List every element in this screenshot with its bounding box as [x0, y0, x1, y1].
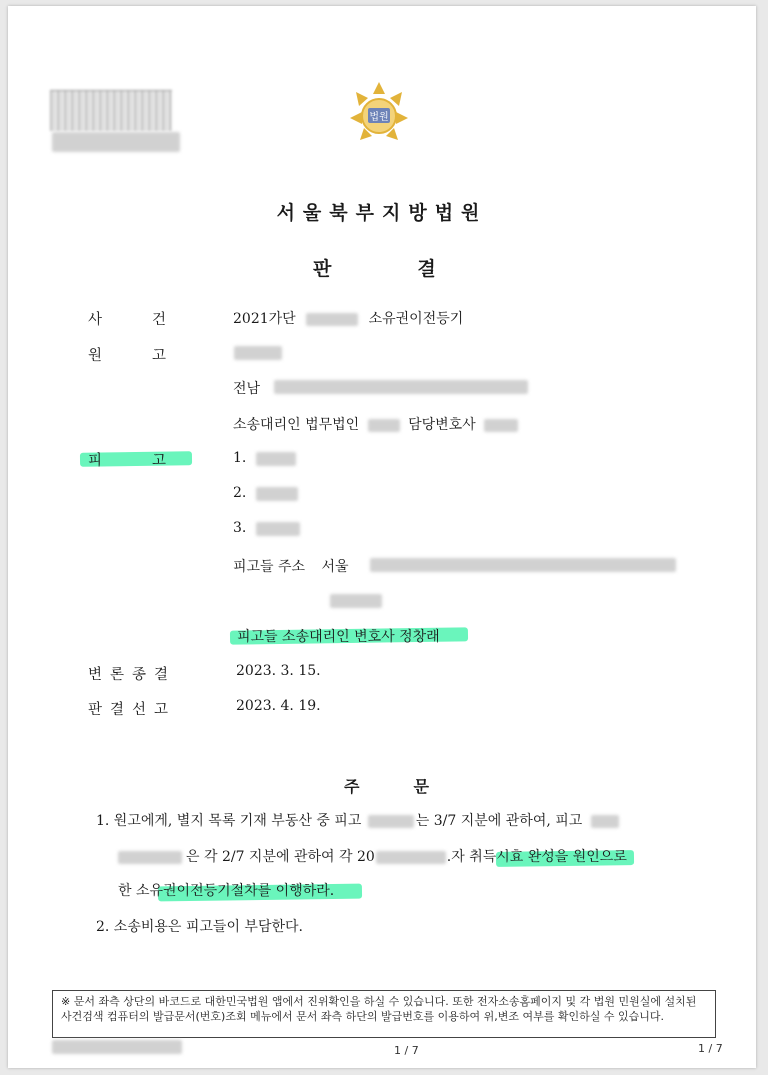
document-title	[313, 254, 436, 281]
defendant-label-char: 피	[88, 453, 103, 469]
defendant-number: 3.	[233, 520, 247, 536]
ruling-label	[88, 698, 168, 719]
plaintiff-label-char: 고	[152, 348, 167, 364]
closing-label-char: 변	[88, 667, 103, 683]
order-line-1a: 1. 원고에게, 별지 목록 기재 부동산 중 피고	[96, 813, 362, 829]
title-char-2: 결	[417, 258, 436, 280]
defendant-address-prefix: 피고들 주소	[233, 559, 306, 575]
plaintiff-address-prefix: 전남	[233, 381, 261, 397]
document-page	[8, 6, 756, 1068]
closing-label	[88, 663, 168, 684]
case-label	[88, 308, 166, 329]
redacted-defendant-2	[256, 487, 298, 501]
defendant-1	[233, 450, 246, 466]
plaintiff-agent	[233, 414, 518, 434]
case-number: 2021가단	[233, 311, 296, 327]
redacted-lawyer-name	[484, 419, 518, 432]
defendant-address	[233, 556, 349, 576]
verification-notice	[52, 990, 716, 1038]
redacted-defendant-address-2	[330, 594, 382, 608]
case-label-char: 건	[152, 312, 167, 328]
defendant-label-char: 고	[152, 453, 167, 469]
redacted-defendant	[591, 815, 619, 828]
redacted-plaintiff-address	[274, 380, 528, 394]
redacted-law-firm	[368, 419, 400, 432]
defendant-label	[88, 449, 166, 470]
case-number-row	[233, 308, 463, 328]
ruling-label-char: 결	[110, 702, 125, 718]
order-line-1b: 는 3/7 지분에 관하여, 피고	[415, 813, 583, 829]
emblem-label: 법원	[369, 112, 389, 123]
plaintiff-address	[233, 378, 260, 398]
redacted-defendant-address	[370, 558, 676, 572]
case-name: 소유권이전등기	[368, 311, 464, 327]
closing-label-char: 론	[110, 667, 125, 683]
redacted-plaintiff-name	[234, 346, 282, 360]
closing-label-char: 종	[132, 667, 147, 683]
closing-date: 2023. 3. 15.	[236, 663, 321, 679]
order-line-3: 한 소유권이전등기절차를 이행하라.	[118, 883, 335, 899]
redacted-defendant-3	[256, 522, 300, 536]
ruling-label-char: 고	[154, 702, 169, 718]
title-char-1: 판	[313, 258, 332, 280]
page-number-right: 1 / 7	[698, 1042, 723, 1055]
redacted-case-number	[306, 313, 358, 326]
order-line-1	[96, 810, 619, 830]
order-title-char: 주	[344, 777, 360, 796]
defendant-3	[233, 520, 246, 536]
order-line-2	[118, 846, 627, 866]
plaintiff-agent-prefix: 소송대리인 법무법인	[233, 417, 360, 433]
redacted-defendants	[118, 851, 182, 864]
plaintiff-label-char: 원	[88, 348, 103, 364]
defendant-2	[233, 485, 246, 501]
redacted-date	[376, 851, 446, 864]
court-emblem-icon	[344, 80, 414, 148]
page-number-center: 1 / 7	[394, 1044, 419, 1057]
defendant-agent: 피고들 소송대리인 변호사 정창래	[237, 629, 440, 645]
case-label-char: 사	[88, 312, 103, 328]
barcode	[50, 90, 172, 131]
order-line-4: 2. 소송비용은 피고들이 부담한다.	[96, 919, 303, 935]
verification-notice-text: ※ 문서 좌측 상단의 바코드로 대한민국법원 앱에서 진위확인을 하실 수 있습니다. 또한 전자소송홈페이지 및 각 법원 민원실에 설치된 사건검색 컴퓨터의 발급문서(번호)조회 메뉴에서 문서 좌측 하단의 발급번호를 이용하여 위,변조 여부를 확인하실 수 있습니다.	[61, 995, 697, 1023]
order-line-2b: .자 취득시효 완성을 원인으로	[446, 849, 627, 865]
redacted-issue-code	[52, 1040, 182, 1054]
ruling-label-char: 판	[88, 702, 103, 718]
plaintiff-agent-lawyer: 담당변호사	[408, 417, 476, 433]
redacted-issue-number	[52, 132, 180, 152]
ruling-date: 2023. 4. 19.	[236, 698, 321, 714]
defendant-address-city: 서울	[321, 559, 349, 575]
ruling-label-char: 선	[132, 702, 147, 718]
closing-label-char: 결	[154, 667, 169, 683]
redacted-defendant-1	[256, 452, 296, 466]
defendant-number: 1.	[233, 450, 247, 466]
court-name: 서울북부지방법원	[276, 202, 488, 224]
defendant-number: 2.	[233, 485, 247, 501]
plaintiff-label	[88, 344, 166, 365]
order-title	[344, 774, 429, 797]
redacted-defendant	[368, 815, 414, 828]
order-title-char: 문	[413, 777, 429, 796]
order-line-2a: 은 각 2/7 지분에 관하여 각 20	[186, 849, 375, 865]
